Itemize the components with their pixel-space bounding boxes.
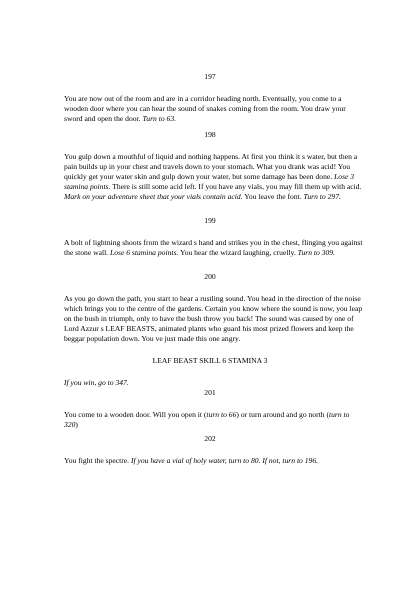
section-199-lose: Lose 6 stamina points. [109, 248, 179, 257]
section-198-body-c: You leave the font. [244, 192, 302, 201]
section-199-body-b: You hear the wizard laughing, cruelly. [179, 248, 296, 257]
section-198-mark: Mark on your adventure sheet that your vials contain acid. [64, 192, 243, 201]
section-198-turn: Turn to 297. [303, 192, 341, 201]
section-201-turn-a: turn to 66 [206, 410, 237, 419]
section-198-body-a: You gulp down a mouthful of liquid and nothing happens. At first you think it s water, but then a pain builds up in your chest and travels down to your stomach. What you drank was acid! You quickly get your water skin and gulp down your water, but some damage has been done. [64, 152, 358, 181]
section-201-body-a: You come to a wooden door. Will you open it ( [64, 410, 207, 419]
section-202-body: You fight the spectre. [64, 456, 130, 465]
section-198-body-b: There is still some acid left. If you have any vials, you may fill them up with acid. [112, 182, 362, 191]
section-number-197: 197 [204, 72, 216, 81]
section-200-win-text: If you win, go to 347. [64, 378, 129, 387]
creature-stats: LEAF BEAST SKILL 6 STAMINA 3 [152, 356, 268, 365]
section-198-text [64, 152, 364, 202]
section-198-lose: Lose 3 stamina points. [64, 172, 355, 191]
section-197-turn: Turn to 63. [142, 114, 177, 123]
section-199-text [64, 238, 364, 258]
section-202-text [64, 456, 364, 466]
section-201-body-b: ) or turn around and go north ( [236, 410, 329, 419]
section-199-body-a: A bolt of lightning shoots from the wizard s hand and strikes you in the chest, flinging you against the stone wall. [64, 238, 363, 257]
section-200-text: As you go down the path, you start to hear a rustling sound. You head in the direction of the noise which brings you to the centre of the gardens. Certain you know where the sound is now, you leap on the bush in triumph, only to have the bush throw you back! The sound was caused by one of Lord Azzur s LEAF BEASTS, animated plants who guard his most prized flowers and keep the beggar population down. You ve just made this one angry. [64, 294, 363, 343]
section-197-text [64, 94, 364, 124]
section-202-turn: If you have a vial of holy water, turn to 80. If not, turn to 196. [130, 456, 319, 465]
section-201-turn-b: turn to 320 [64, 410, 350, 429]
section-number-198: 198 [204, 130, 216, 139]
section-number-201: 201 [204, 388, 216, 397]
section-201-body-c: ) [75, 420, 78, 429]
section-197-body: You are now out of the room and are in a corridor heading north. Eventually, you come to a wooden door where you can hear the sound of snakes coming from the room. You draw your sword and open the door. [64, 94, 346, 123]
section-200-win [64, 378, 364, 388]
section-number-199: 199 [204, 216, 216, 225]
section-number-202: 202 [204, 434, 216, 443]
section-number-200: 200 [204, 272, 216, 281]
section-199-turn: Turn to 309. [297, 248, 336, 257]
section-201-text [64, 410, 364, 430]
